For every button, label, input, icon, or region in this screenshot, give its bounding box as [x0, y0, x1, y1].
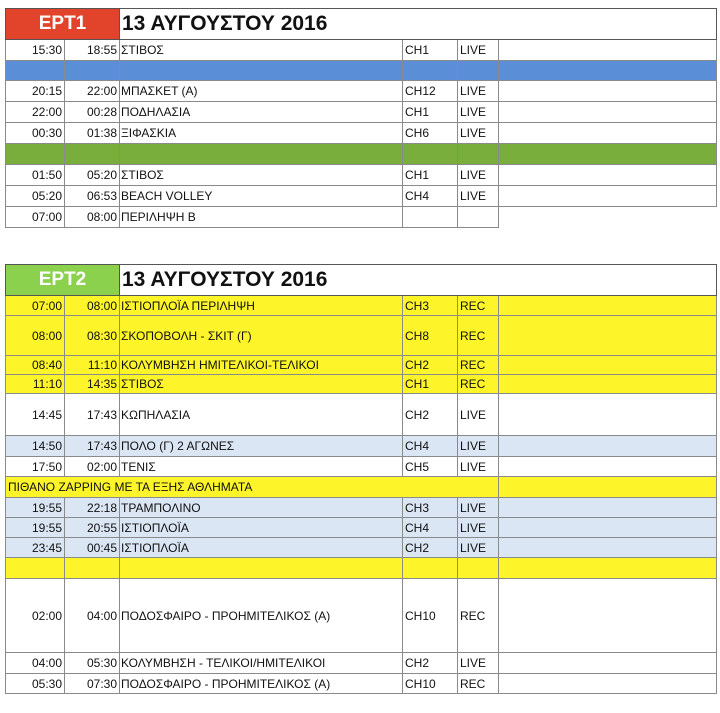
start-time: 20:15 [6, 81, 65, 102]
table-row [6, 436, 717, 457]
empty-cell [499, 165, 717, 186]
end-time: 05:20 [65, 165, 120, 186]
start-time: 22:00 [6, 102, 65, 123]
ept2-date-title: 13 ΑΥΓΟΥΣΤΟΥ 2016 [120, 265, 717, 296]
event-name: ΙΣΤΙΟΠΛΟΪΑ [120, 518, 403, 538]
broadcast-mode: LIVE [458, 40, 499, 61]
empty-cell [499, 356, 717, 375]
end-time: 07:30 [65, 674, 120, 694]
separator-row [6, 144, 717, 165]
end-time: 02:00 [65, 457, 120, 477]
end-time: 01:38 [65, 123, 120, 144]
ept1-schedule-table [5, 8, 717, 228]
table-row [6, 375, 717, 394]
end-time: 22:18 [65, 498, 120, 518]
start-time: 04:00 [6, 653, 65, 674]
end-time: 04:00 [65, 579, 120, 653]
channel: CH4 [403, 436, 458, 457]
channel: CH1 [403, 40, 458, 61]
channel: CH4 [403, 186, 458, 207]
start-time: 00:30 [6, 123, 65, 144]
start-time: 14:50 [6, 436, 65, 457]
start-time: 19:55 [6, 498, 65, 518]
event-name: ΚΟΛΥΜΒΗΣΗ ΗΜΙΤΕΛΙΚΟΙ-ΤΕΛΙΚΟΙ [120, 356, 403, 375]
start-time: 23:45 [6, 538, 65, 558]
broadcast-mode [458, 207, 499, 228]
event-name: ΠΟΔΟΣΦΑΙΡΟ - ΠΡΟΗΜΙΤΕΛΙΚΟΣ (Α) [120, 674, 403, 694]
end-time: 05:30 [65, 653, 120, 674]
broadcast-mode: LIVE [458, 653, 499, 674]
table-row [6, 674, 717, 694]
separator-row [6, 558, 717, 579]
ept1-header-row [6, 9, 717, 40]
channel: CH1 [403, 375, 458, 394]
start-time: 05:30 [6, 674, 65, 694]
start-time: 11:10 [6, 375, 65, 394]
event-name: ΠΟΔΟΣΦΑΙΡΟ - ΠΡΟΗΜΙΤΕΛΙΚΟΣ (Α) [120, 579, 403, 653]
empty-cell [499, 394, 717, 436]
broadcast-mode: LIVE [458, 436, 499, 457]
event-name: ΣΤΙΒΟΣ [120, 165, 403, 186]
event-name: ΣΤΙΒΟΣ [120, 40, 403, 61]
channel: CH1 [403, 165, 458, 186]
channel: CH2 [403, 394, 458, 436]
zapping-note: ΠΙΘΑΝΟ ZAPPING ΜΕ ΤΑ ΕΞΗΣ ΑΘΛΗΜΑΤΑ [6, 477, 499, 498]
start-time: 02:00 [6, 579, 65, 653]
event-name: ΤΡΑΜΠΟΛΙΝΟ [120, 498, 403, 518]
event-name: ΤΕΝΙΣ [120, 457, 403, 477]
broadcast-mode: REC [458, 316, 499, 356]
start-time: 19:55 [6, 518, 65, 538]
empty-cell [499, 457, 717, 477]
channel [403, 207, 458, 228]
table-row [6, 356, 717, 375]
empty-cell [499, 123, 717, 144]
event-name: BEACH VOLLEY [120, 186, 403, 207]
end-time: 08:30 [65, 316, 120, 356]
ept2-schedule-table [5, 264, 717, 694]
table-row [6, 394, 717, 436]
table-row [6, 518, 717, 538]
broadcast-mode: REC [458, 296, 499, 316]
event-name: ΜΠΑΣΚΕΤ (Α) [120, 81, 403, 102]
event-name: ΚΩΠΗΛΑΣΙΑ [120, 394, 403, 436]
channel: CH10 [403, 674, 458, 694]
broadcast-mode: REC [458, 579, 499, 653]
channel: CH3 [403, 498, 458, 518]
end-time: 17:43 [65, 436, 120, 457]
channel: CH2 [403, 356, 458, 375]
end-time: 11:10 [65, 356, 120, 375]
end-time: 20:55 [65, 518, 120, 538]
event-name: ΣΚΟΠΟΒΟΛΗ - ΣΚΙΤ (Γ) [120, 316, 403, 356]
channel: CH12 [403, 81, 458, 102]
empty-cell [499, 102, 717, 123]
empty-cell [499, 579, 717, 653]
start-time: 17:50 [6, 457, 65, 477]
broadcast-mode: LIVE [458, 394, 499, 436]
empty-cell [499, 81, 717, 102]
broadcast-mode: LIVE [458, 165, 499, 186]
event-name: ΞΙΦΑΣΚΙΑ [120, 123, 403, 144]
channel: CH4 [403, 518, 458, 538]
event-name: ΠΟΔΗΛΑΣΙΑ [120, 102, 403, 123]
channel: CH8 [403, 316, 458, 356]
empty-cell [499, 40, 717, 61]
table-row [6, 498, 717, 518]
table-row [6, 316, 717, 356]
empty-cell [499, 186, 717, 207]
broadcast-mode: REC [458, 674, 499, 694]
table-row [6, 102, 717, 123]
channel: CH10 [403, 579, 458, 653]
event-name: ΙΣΤΙΟΠΛΟΪΑ ΠΕΡΙΛΗΨΗ [120, 296, 403, 316]
event-name: ΠΕΡΙΛΗΨΗ Β [120, 207, 403, 228]
start-time: 01:50 [6, 165, 65, 186]
event-name: ΙΣΤΙΟΠΛΟΪΑ [120, 538, 403, 558]
empty-cell [499, 296, 717, 316]
ept1-channel-badge: ΕΡΤ1 [6, 9, 120, 40]
table-row [6, 579, 717, 653]
broadcast-mode: LIVE [458, 538, 499, 558]
broadcast-mode: LIVE [458, 186, 499, 207]
empty-cell [499, 316, 717, 356]
end-time: 18:55 [65, 40, 120, 61]
ept1-date-title: 13 ΑΥΓΟΥΣΤΟΥ 2016 [120, 9, 717, 40]
ept2-channel-badge: ΕΡΤ2 [6, 265, 120, 296]
empty-cell [499, 518, 717, 538]
start-time: 15:30 [6, 40, 65, 61]
channel: CH1 [403, 102, 458, 123]
table-row [6, 207, 717, 228]
end-time: 06:53 [65, 186, 120, 207]
table-row [6, 123, 717, 144]
table-row [6, 186, 717, 207]
end-time: 14:35 [65, 375, 120, 394]
separator-row [6, 61, 717, 81]
end-time: 08:00 [65, 296, 120, 316]
start-time: 05:20 [6, 186, 65, 207]
empty-cell [499, 653, 717, 674]
table-row [6, 538, 717, 558]
start-time: 08:40 [6, 356, 65, 375]
end-time: 00:45 [65, 538, 120, 558]
end-time: 00:28 [65, 102, 120, 123]
broadcast-mode: REC [458, 375, 499, 394]
broadcast-mode: LIVE [458, 81, 499, 102]
broadcast-mode: LIVE [458, 102, 499, 123]
table-row [6, 653, 717, 674]
empty-cell [499, 375, 717, 394]
event-name: ΠΟΛΟ (Γ) 2 ΑΓΩΝΕΣ [120, 436, 403, 457]
broadcast-mode: LIVE [458, 123, 499, 144]
empty-cell [499, 538, 717, 558]
broadcast-mode: LIVE [458, 498, 499, 518]
channel: CH2 [403, 653, 458, 674]
broadcast-mode: REC [458, 356, 499, 375]
table-row [6, 165, 717, 186]
channel: CH2 [403, 538, 458, 558]
channel: CH5 [403, 457, 458, 477]
empty-cell [499, 207, 717, 228]
start-time: 07:00 [6, 296, 65, 316]
empty-cell [499, 477, 717, 498]
event-name: ΣΤΙΒΟΣ [120, 375, 403, 394]
table-row [6, 296, 717, 316]
start-time: 08:00 [6, 316, 65, 356]
event-name: ΚΟΛΥΜΒΗΣΗ - ΤΕΛΙΚΟΙ/ΗΜΙΤΕΛΙΚΟΙ [120, 653, 403, 674]
channel: CH6 [403, 123, 458, 144]
channel: CH3 [403, 296, 458, 316]
end-time: 17:43 [65, 394, 120, 436]
ept2-header-row [6, 265, 717, 296]
start-time: 07:00 [6, 207, 65, 228]
table-row [6, 40, 717, 61]
zapping-note-row [6, 477, 717, 498]
broadcast-mode: LIVE [458, 518, 499, 538]
end-time: 08:00 [65, 207, 120, 228]
empty-cell [499, 436, 717, 457]
end-time: 22:00 [65, 81, 120, 102]
empty-cell [499, 498, 717, 518]
table-row [6, 457, 717, 477]
empty-cell [499, 674, 717, 694]
table-row [6, 81, 717, 102]
start-time: 14:45 [6, 394, 65, 436]
broadcast-mode: LIVE [458, 457, 499, 477]
